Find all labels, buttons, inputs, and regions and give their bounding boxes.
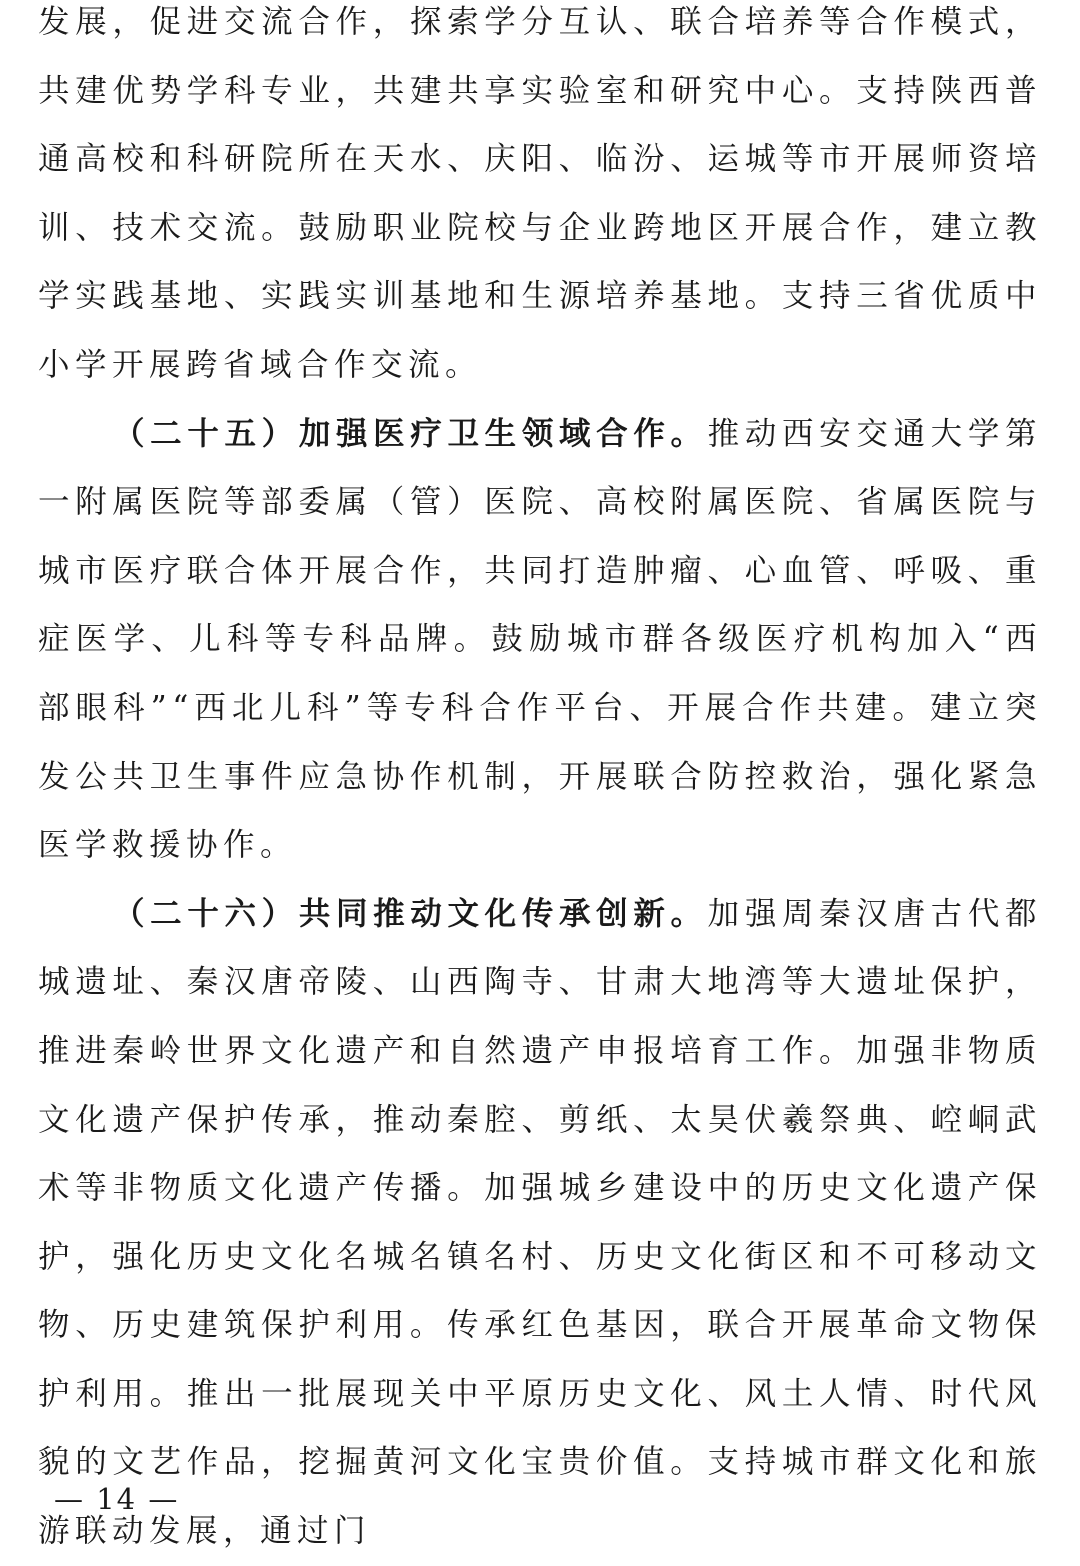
paragraph-body: 加强周秦汉唐古代都城遗址、秦汉唐帝陵、山西陶寺、甘肃大地湾等大遗址保护，推进秦岭世界文化遗产和自然遗产申报培育工作。加强非物质文化遗产保护传承，推动秦腔、剪纸、太昊伏羲祭典、崆峒武术等非物质文化遗产传播。加强城乡建设中的历史文化遗产保护，强化历史文化名城名镇名村、历史文化街区和不可移动文物、历史建筑保护利用。传承红色基因，联合开展革命文物保护利用。推出一批展现关中平原历史文化、风土人情、时代风貌的文艺作品，挖掘黄河文化宝贵价值。支持城市群文化和旅游联动发展，通过门 xyxy=(38,895,1042,1550)
document-page xyxy=(38,0,1042,1566)
paragraph-body: 发展，促进交流合作，探索学分互认、联合培养等合作模式，共建优势学科专业，共建共享实验室和研究中心。支持陕西普通高校和科研院所在天水、庆阳、临汾、运城等市开展师资培训、技术交流。鼓励职业院校与企业跨地区开展合作，建立教学实践基地、实践实训基地和生源培养基地。支持三省优质中小学开展跨省域合作交流。 xyxy=(38,4,1042,383)
section-heading-26: （二十六）共同推动文化传承创新。 xyxy=(113,894,708,932)
paragraph-cultural-heritage xyxy=(38,880,1042,1566)
paragraph-medical-cooperation xyxy=(38,400,1042,880)
paragraph-body: 推动西安交通大学第一附属医院等部委属（管）医院、高校附属医院、省属医院与城市医疗联合体开展合作，共同打造肿瘤、心血管、呼吸、重症医学、儿科等专科品牌。鼓励城市群各级医疗机构加入“西部眼科”“西北儿科”等专科合作平台、开展合作共建。建立突发公共卫生事件应急协作机制，开展联合防控救治，强化紧急医学救援协作。 xyxy=(38,415,1042,864)
section-heading-25: （二十五）加强医疗卫生领域合作。 xyxy=(113,414,708,452)
paragraph-education-continued xyxy=(38,0,1042,400)
page-number: — 14 — xyxy=(54,1482,180,1516)
